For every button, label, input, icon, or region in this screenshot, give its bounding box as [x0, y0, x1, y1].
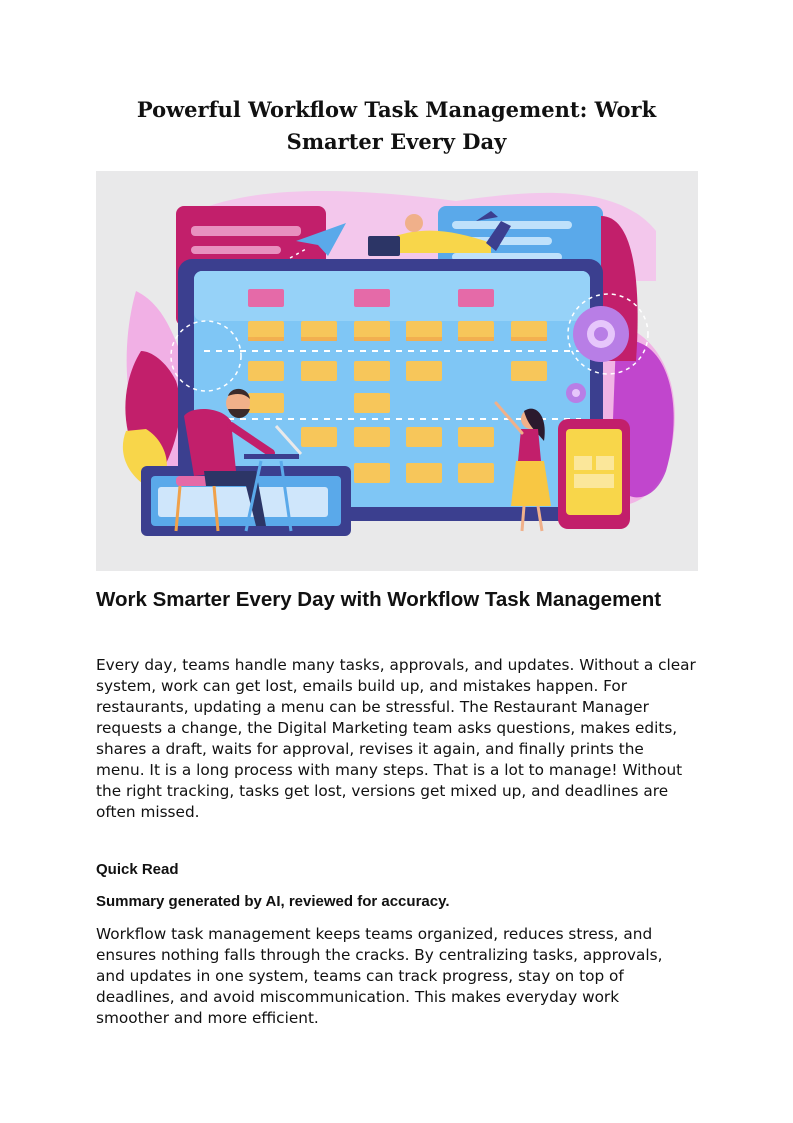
ai-summary-note: Summary generated by AI, reviewed for accuracy. — [96, 893, 450, 910]
phone-illustration — [558, 419, 630, 529]
gear-icon — [573, 306, 629, 362]
hero-illustration — [96, 171, 698, 571]
document-title: Powerful Workflow Task Management: Work Smarter Every Day — [136, 97, 657, 154]
intro-paragraph: Every day, teams handle many tasks, approvals, and updates. Without a clear system, work can get lost, emails build up, and mistakes happen. For restaurants, updating a menu can be stressful. The Restaurant Manager requests a change, the Digital Marketing team asks questions, makes edits, shares a draft, waits for approval, revises it again, and finally prints the menu. It is a long process with many steps. That is a lot to manage! Without the right tracking, tasks get lost, versions get mixed up, and deadlines are often missed. — [96, 656, 696, 821]
kanban-board-illustration — [96, 171, 698, 571]
quick-read-label: Quick Read — [96, 861, 179, 878]
summary-paragraph: Workflow task management keeps teams organized, reduces stress, and ensures nothing falls through the cracks. By centralizing tasks, approvals, and updates in one system, teams can track progress, stay on top of deadlines, and avoid miscommunication. This makes everyday work smoother and more efficient. — [96, 925, 663, 1027]
section-heading: Work Smarter Every Day with Workflow Task Management — [96, 588, 662, 611]
